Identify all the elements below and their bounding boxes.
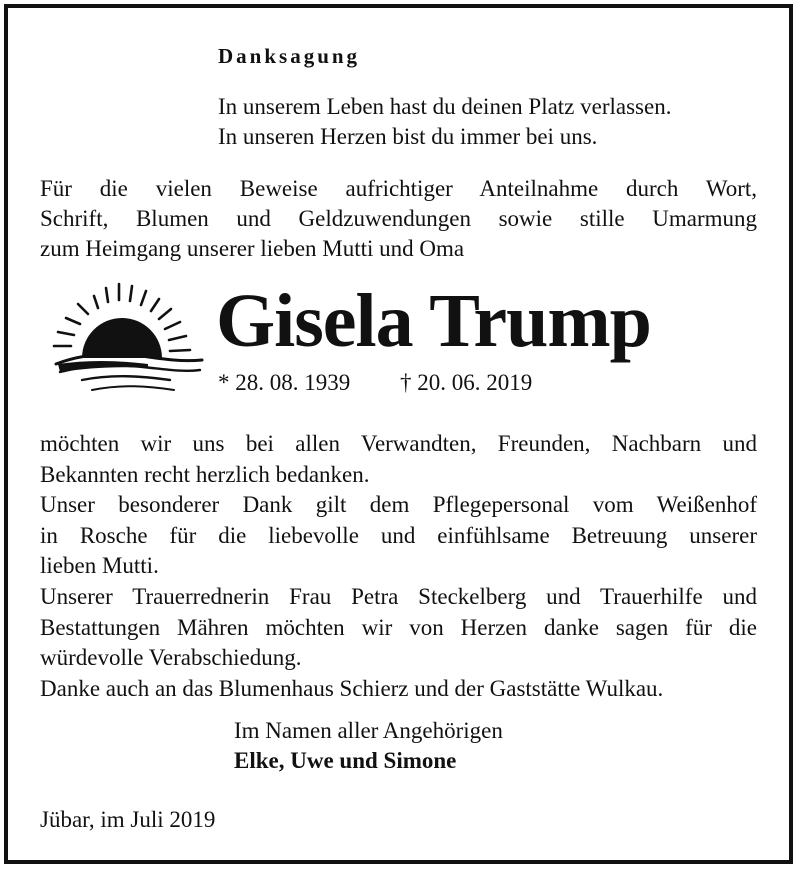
verse [218, 92, 671, 152]
verse-line: In unserem Leben hast du deinen Platz verlassen. [218, 94, 672, 119]
signature-names: Elke, Uwe und Simone [234, 748, 457, 773]
intro-line: Für die vielen Beweise aufrichtiger Anteilnahme durch Wort, [40, 176, 757, 201]
notice-content [8, 8, 789, 860]
body-line: Unser besonderer Dank gilt dem Pflegepersonal vom Weißenhof [40, 492, 757, 518]
body-line: möchten wir uns bei allen Verwandten, Freunden, Nachbarn und [40, 431, 757, 456]
deceased-name: Gisela Trump [216, 279, 651, 363]
body-line: lieben Mutti. [40, 553, 159, 579]
notice-heading: Danksagung [218, 44, 361, 68]
body-line: Bestattungen Mähren möchten wir von Herzen danke sagen für die [40, 614, 757, 640]
intro-line: zum Heimgang unserer lieben Mutti und Oma [40, 236, 465, 261]
body-line: Danke auch an das Blumenhaus Schierz und der Gaststätte Wulkau. [40, 675, 664, 701]
intro-text [40, 174, 757, 264]
signature [234, 716, 503, 776]
notice-frame [4, 4, 793, 864]
death-date: † 20. 06. 2019 [400, 370, 533, 395]
sunset-icon [52, 280, 204, 404]
verse-line: In unseren Herzen bist du immer bei uns. [218, 124, 598, 149]
place-date: Jübar, im Juli 2019 [40, 807, 216, 832]
birth-date: * 28. 08. 1939 [218, 370, 351, 395]
body-line: Bekannten recht herzlich bedanken. [40, 461, 370, 487]
body-text [40, 429, 757, 704]
body-line: in Rosche für die liebevolle und einfühlsame Betreuung unserer [40, 522, 757, 548]
intro-line: Schrift, Blumen und Geldzuwendungen sowie stille Umarmung [40, 206, 757, 231]
body-line: würdevolle Verabschiedung. [40, 645, 302, 671]
signature-line: Im Namen aller Angehörigen [234, 718, 503, 743]
life-dates [218, 368, 532, 398]
body-line: Unserer Trauerrednerin Frau Petra Steckelberg und Trauerhilfe und [40, 583, 757, 609]
